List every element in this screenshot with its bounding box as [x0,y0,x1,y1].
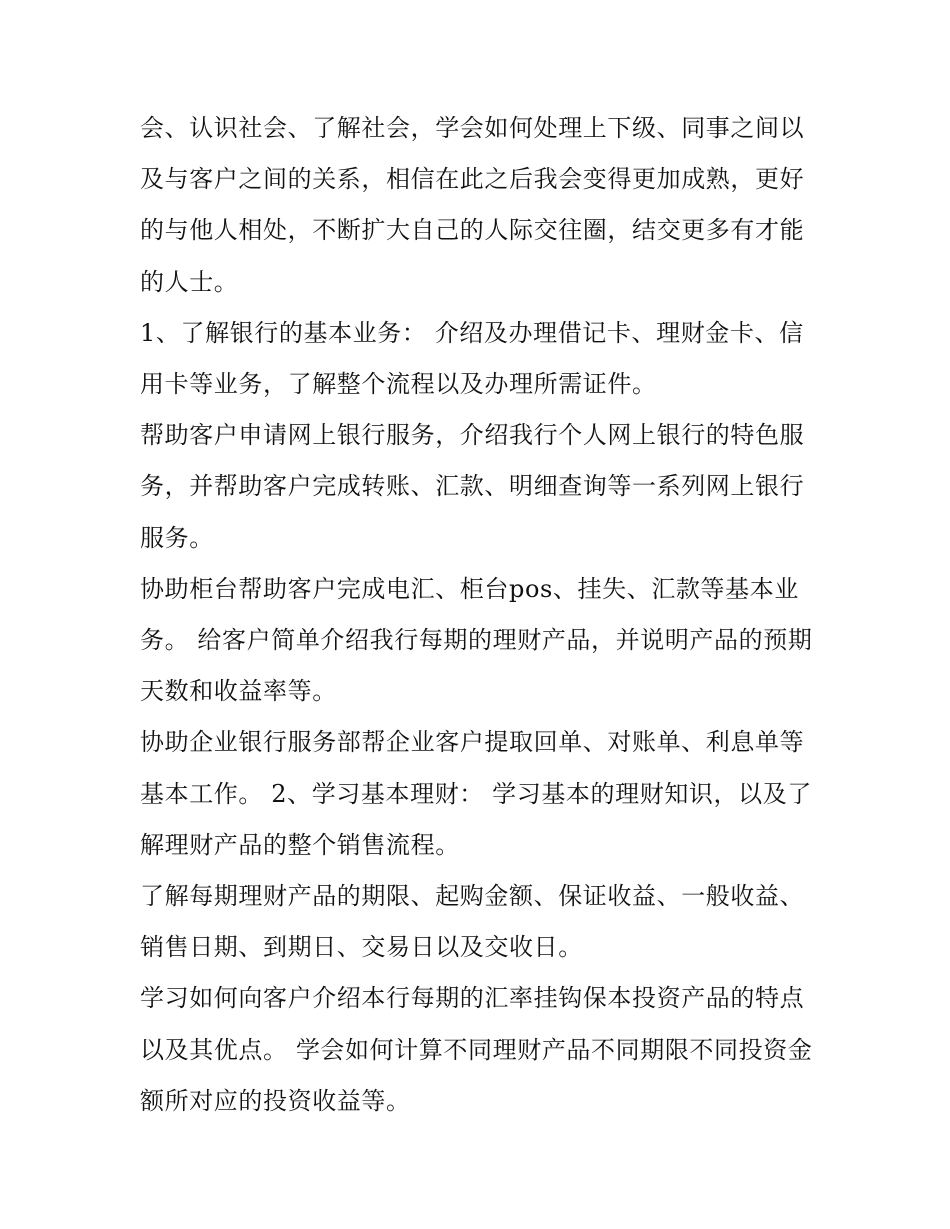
document-body [140,103,815,1127]
paragraph-6: 了解每期理财产品的期限、起购金额、保证收益、一般收益、销售日期、到期日、交易日以及交收日。 [140,882,805,962]
paragraph-3: 帮助客户申请网上银行服务，介绍我行个人网上银行的特色服务，并帮助客户完成转账、汇款、明细查询等一系列网上银行服务。 [140,421,805,552]
paragraph-1: 会、认识社会、了解社会，学会如何处理上下级、同事之间以及与客户之间的关系，相信在此之后我会变得更加成熟，更好的与他人相处，不断扩大自己的人际交往圈，结交更多有才能的人士。 [140,114,805,296]
paragraph-2: 1、了解银行的基本业务： 介绍及办理借记卡、理财金卡、信用卡等业务，了解整个流程以及办理所需证件。 [140,318,804,399]
paragraph-7: 学习如何向客户介绍本行每期的汇率挂钩保本投资产品的特点以及其优点。 学会如何计算不同理财产品不同期限不同投资金额所对应的投资收益等。 [140,984,813,1115]
paragraph-4: 协助柜台帮助客户完成电汇、柜台pos、挂失、汇款等基本业务。 给客户简单介绍我行每期的理财产品，并说明产品的预期天数和收益率等。 [140,574,813,706]
paragraph-5: 协助企业银行服务部帮企业客户提取回单、对账单、利息单等基本工作。 2、学习基本理财： 学习基本的理财知识，以及了解理财产品的整个销售流程。 [140,728,812,859]
